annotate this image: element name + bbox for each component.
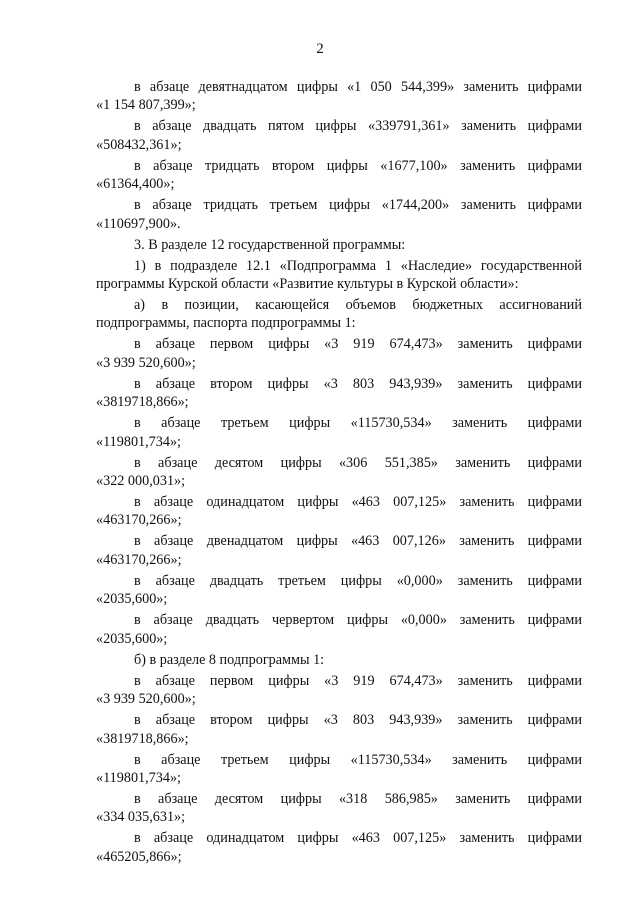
paragraph	[96, 296, 582, 333]
paragraph-line: в абзаце третьем цифры «115730,534» заменить цифрами	[134, 751, 582, 768]
paragraph-line: в абзаце девятнадцатом цифры «1 050 544,399» заменить цифрами	[134, 79, 582, 95]
paragraph-line: а) в позиции, касающейся объемов бюджетных ассигнований	[134, 297, 582, 314]
paragraph	[96, 454, 582, 491]
paragraph-continuation: подпрограммы, паспорта подпрограммы 1:	[96, 315, 356, 332]
paragraph-line: в абзаце одинадцатом цифры «463 007,125» заменить цифрами	[134, 830, 582, 847]
paragraph-continuation: «463170,266»;	[96, 551, 182, 568]
section-heading	[96, 236, 582, 254]
paragraph-continuation: «3819718,866»;	[96, 394, 189, 411]
paragraph	[96, 414, 582, 451]
paragraph-continuation: «1 154 807,399»;	[96, 97, 196, 114]
paragraph-continuation: «61364,400»;	[96, 176, 175, 193]
paragraph	[96, 493, 582, 530]
document-body	[96, 78, 582, 866]
paragraph-line: в абзаце десятом цифры «318 586,985» заменить цифрами	[134, 790, 582, 807]
paragraph	[96, 611, 582, 648]
paragraph	[96, 790, 582, 827]
paragraph-continuation: «110697,900».	[96, 215, 181, 232]
paragraph-line: в абзаце тридцать втором цифры «1677,100» заменить цифрами	[134, 157, 582, 174]
paragraph	[96, 672, 582, 709]
paragraph-line: в абзаце первом цифры «3 919 674,473» заменить цифрами	[134, 672, 582, 689]
paragraph-line: в абзаце двенадцатом цифры «463 007,126» заменить цифрами	[134, 533, 582, 550]
paragraph-line: 3. В разделе 12 государственной программы:	[134, 236, 406, 253]
paragraph-continuation: «465205,866»;	[96, 848, 182, 865]
paragraph	[96, 751, 582, 788]
paragraph-continuation: программы Курской области «Развитие культуры в Курской области»:	[96, 276, 519, 293]
paragraph-continuation: «3 939 520,600»;	[96, 354, 196, 371]
paragraph	[96, 196, 582, 233]
page-number: 2	[316, 41, 324, 57]
paragraph-line: б) в разделе 8 подпрограммы 1:	[134, 651, 325, 668]
paragraph-continuation: «463170,266»;	[96, 512, 182, 529]
paragraph-line: в абзаце тридцать третьем цифры «1744,200» заменить цифрами	[134, 197, 582, 214]
paragraph-line: в абзаце одинадцатом цифры «463 007,125» заменить цифрами	[134, 494, 582, 511]
paragraph-line: в абзаце десятом цифры «306 551,385» заменить цифрами	[134, 454, 582, 471]
paragraph-continuation: «3819718,866»;	[96, 730, 189, 747]
paragraph-continuation: «119801,734»;	[96, 433, 181, 450]
paragraph-line: в абзаце первом цифры «3 919 674,473» заменить цифрами	[134, 336, 582, 353]
paragraph-line: в абзаце втором цифры «3 803 943,939» заменить цифрами	[134, 712, 582, 729]
paragraph	[96, 375, 582, 412]
paragraph-continuation: «322 000,031»;	[96, 473, 186, 490]
paragraph-continuation: «334 035,631»;	[96, 809, 186, 826]
paragraph	[96, 335, 582, 372]
paragraph-line: в абзаце двадцать червертом цифры «0,000» заменить цифрами	[134, 612, 582, 629]
paragraph-continuation: «508432,361»;	[96, 136, 182, 153]
paragraph-continuation: «119801,734»;	[96, 769, 181, 786]
paragraph	[96, 711, 582, 748]
paragraph	[96, 157, 582, 194]
paragraph	[96, 532, 582, 569]
paragraph-continuation: «2035,600»;	[96, 630, 168, 647]
paragraph	[96, 829, 582, 866]
paragraph	[96, 257, 582, 294]
section-heading	[96, 651, 582, 669]
paragraph-continuation: «2035,600»;	[96, 591, 168, 608]
paragraph-line: в абзаце двадцать третьем цифры «0,000» заменить цифрами	[134, 572, 582, 589]
paragraph	[96, 117, 582, 154]
paragraph	[96, 572, 582, 609]
paragraph-line: 1) в подразделе 12.1 «Подпрограмма 1 «Наследие» государственной	[134, 257, 582, 274]
paragraph-line: в абзаце втором цифры «3 803 943,939» заменить цифрами	[134, 375, 582, 392]
paragraph	[96, 78, 582, 115]
paragraph-line: в абзаце двадцать пятом цифры «339791,361» заменить цифрами	[134, 118, 582, 135]
paragraph-line: в абзаце третьем цифры «115730,534» заменить цифрами	[134, 415, 582, 432]
paragraph-continuation: «3 939 520,600»;	[96, 691, 196, 708]
